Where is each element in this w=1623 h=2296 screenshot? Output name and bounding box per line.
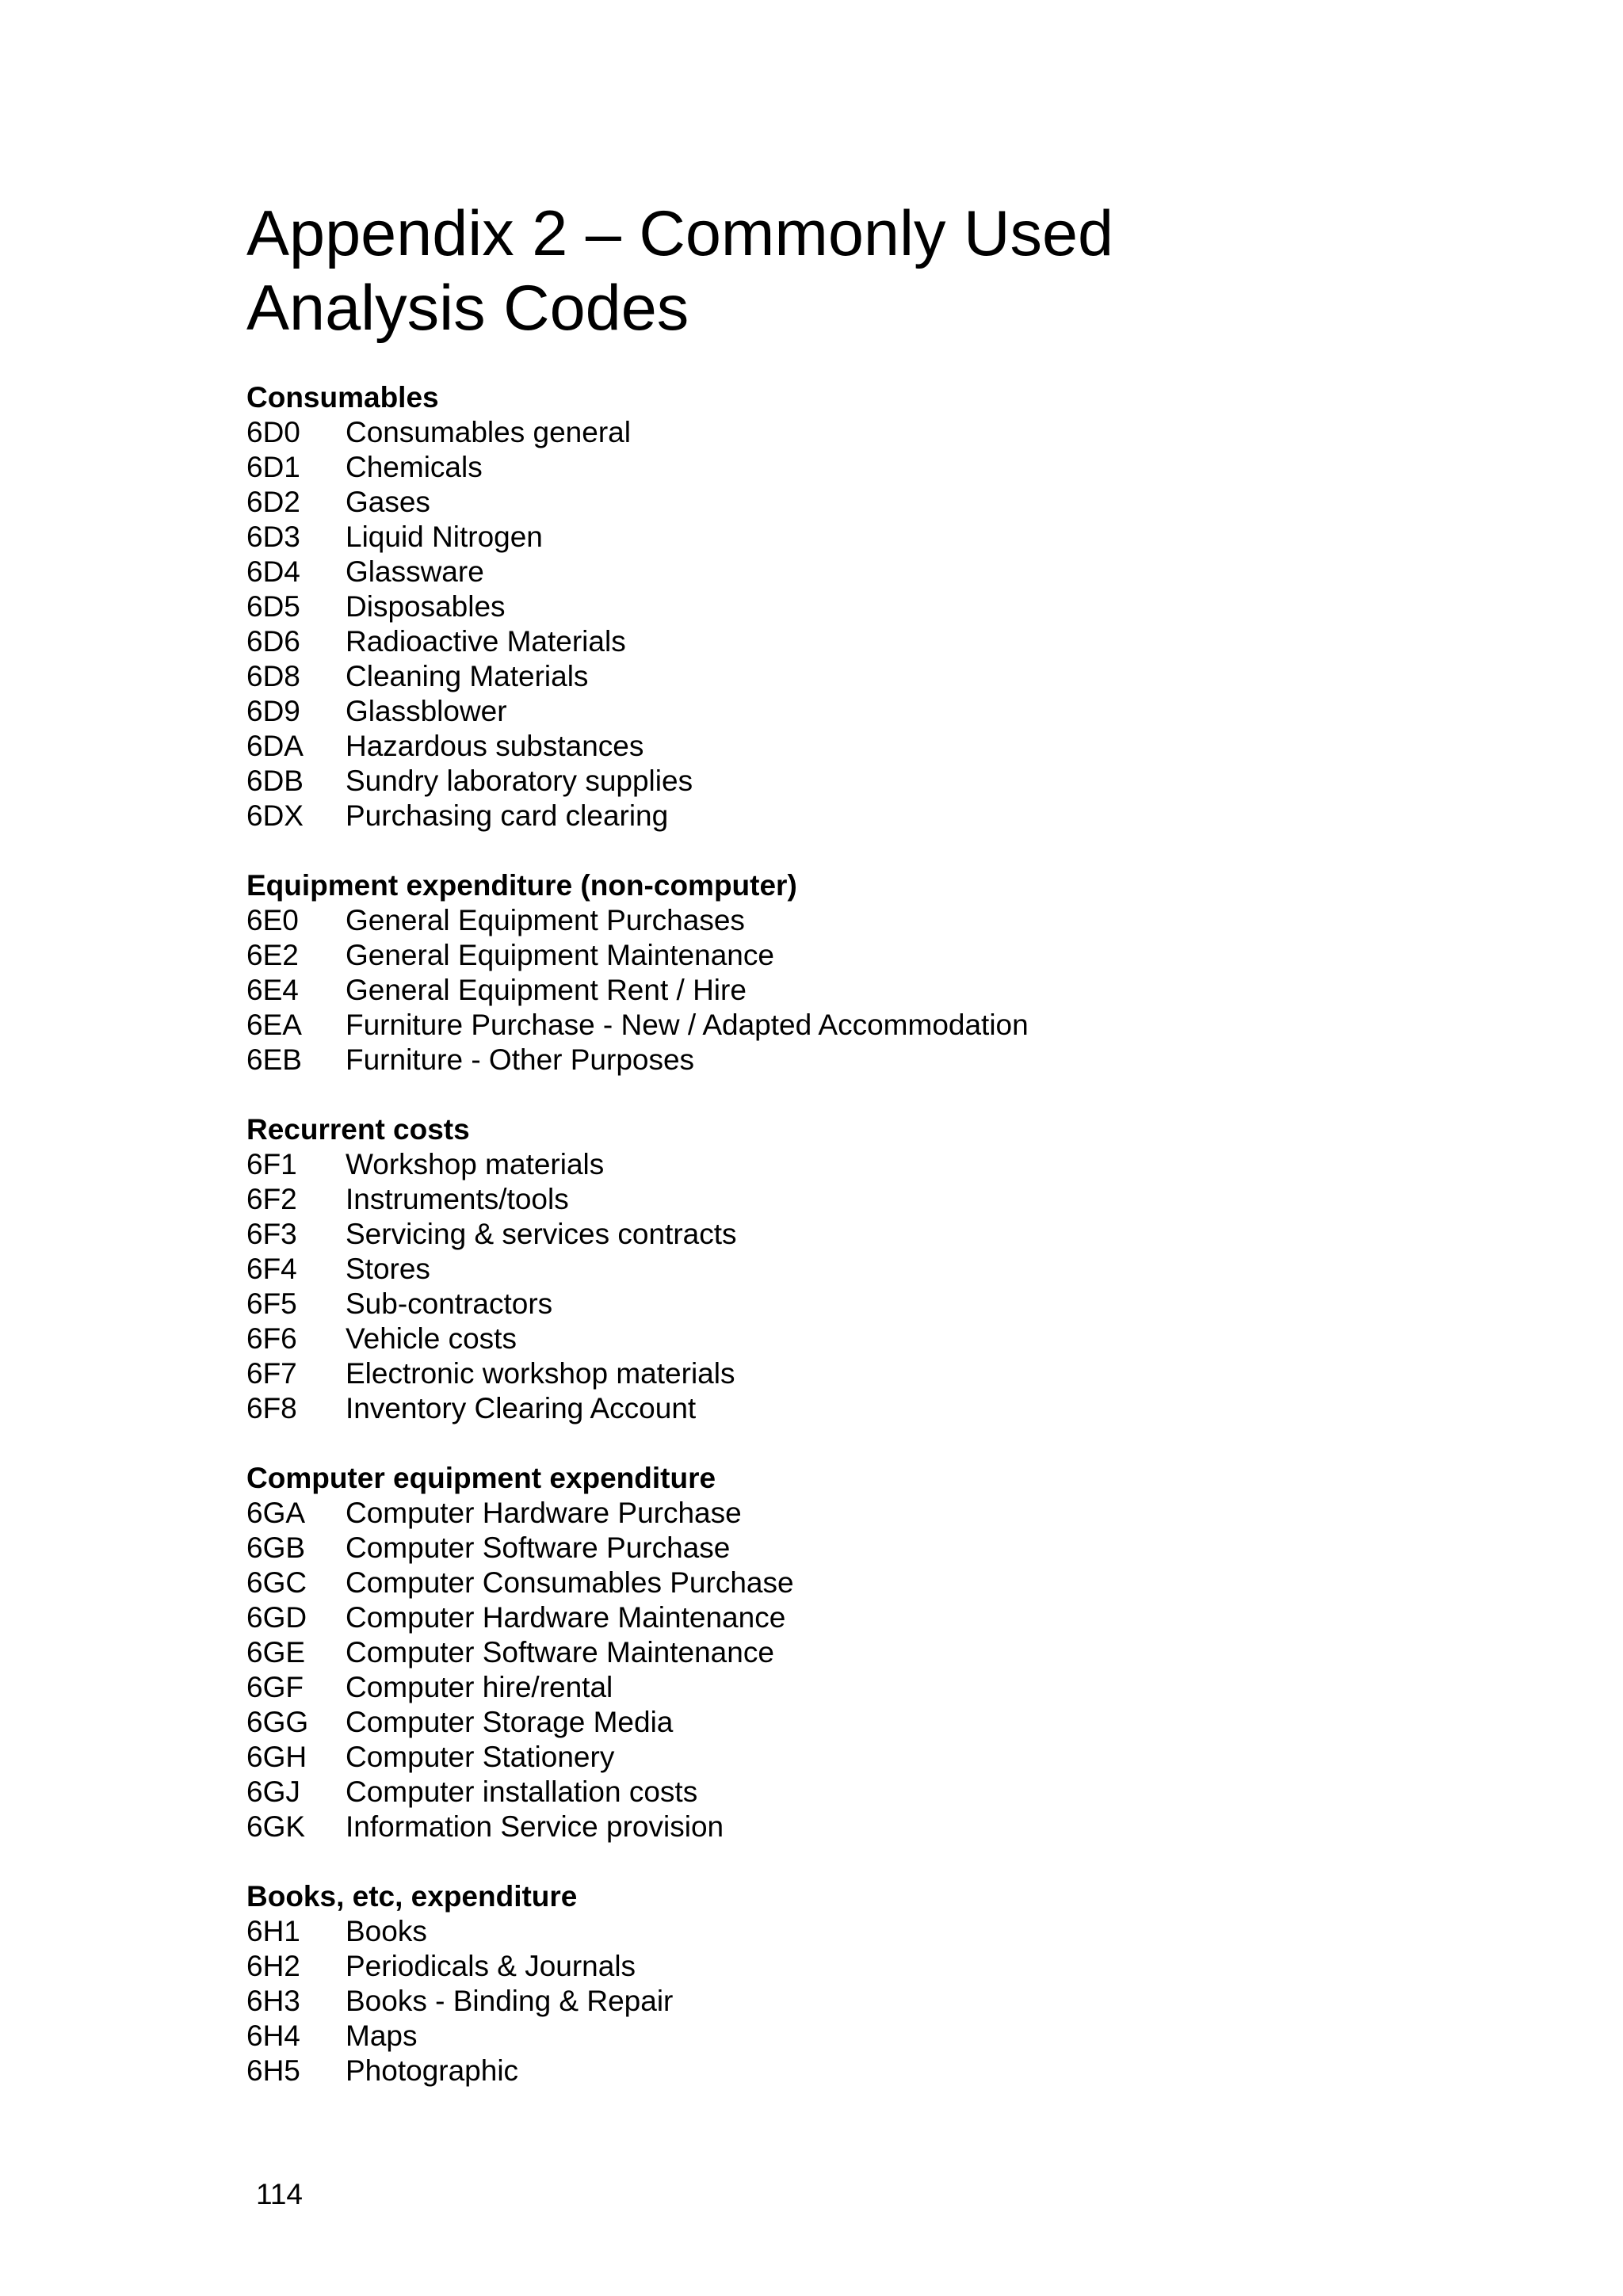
page-number: 114 [256,2178,303,2210]
code-description: Computer Software Purchase [346,1531,731,1564]
code-row [246,1670,1514,1705]
code-description: Glassblower [346,695,507,727]
code-description: Electronic workshop materials [346,1357,735,1390]
code-row [246,1566,1514,1600]
analysis-code: 6D5 [246,590,300,623]
analysis-code: 6GJ [246,1775,300,1808]
code-description: Servicing & services contracts [346,1218,737,1250]
analysis-code: 6H4 [246,2019,300,2052]
code-row [246,1949,1514,1984]
code-row [246,624,1514,659]
code-row [246,764,1514,799]
analysis-code: 6DX [246,799,304,832]
code-description: Books - Binding & Repair [346,1985,674,2017]
analysis-code: 6GH [246,1741,307,1773]
code-row [246,1810,1514,1844]
analysis-code: 6DA [246,730,304,762]
code-row [246,729,1514,764]
code-description: Instruments/tools [346,1183,569,1215]
code-row [246,1496,1514,1531]
code-row [246,1008,1514,1043]
analysis-code: 6F5 [246,1287,297,1320]
code-row [246,1531,1514,1566]
analysis-code: 6GD [246,1601,307,1634]
code-row [246,1984,1514,2019]
code-description: Computer Hardware Purchase [346,1497,742,1529]
code-description: Computer Software Maintenance [346,1636,774,1669]
code-description: General Equipment Maintenance [346,939,774,971]
page-title [246,196,1435,345]
analysis-code: 6D4 [246,555,300,588]
code-row [246,1600,1514,1635]
code-section [246,868,1514,1077]
code-description: Furniture Purchase - New / Adapted Accommodation [346,1009,1029,1041]
analysis-code: 6F1 [246,1148,297,1180]
section-heading: Recurrent costs [246,1113,470,1146]
analysis-code: 6EB [246,1043,302,1076]
page-title-line-2: Analysis Codes [246,273,689,344]
analysis-code: 6D2 [246,486,300,518]
code-row [246,2019,1514,2054]
code-row [246,1147,1514,1182]
code-description: Computer installation costs [346,1775,698,1808]
code-description: Periodicals & Journals [346,1950,636,1982]
code-description: Glassware [346,555,484,588]
code-row [246,1217,1514,1252]
code-description: Inventory Clearing Account [346,1392,697,1425]
analysis-code: 6GB [246,1531,306,1564]
code-row [246,1705,1514,1740]
code-description: Liquid Nitrogen [346,521,543,553]
analysis-code: 6F6 [246,1322,297,1355]
analysis-code: 6GG [246,1706,309,1738]
code-row [246,1182,1514,1217]
analysis-code: 6E0 [246,904,299,936]
code-description: Stores [346,1253,430,1285]
code-row [246,485,1514,520]
code-description: Vehicle costs [346,1322,517,1355]
code-row [246,450,1514,485]
code-row [246,1635,1514,1670]
code-row [246,520,1514,555]
section-heading: Consumables [246,381,439,414]
code-row [246,2054,1514,2088]
code-row [246,1775,1514,1810]
code-description: Chemicals [346,451,483,483]
code-row [246,1391,1514,1426]
analysis-code: 6F7 [246,1357,297,1390]
code-row [246,1043,1514,1077]
analysis-code: 6GF [246,1671,304,1703]
code-description: Workshop materials [346,1148,605,1180]
analysis-code: 6H3 [246,1985,300,2017]
code-row [246,1914,1514,1949]
analysis-code: 6F3 [246,1218,297,1250]
code-row [246,1252,1514,1287]
code-description: Computer Stationery [346,1741,615,1773]
code-row [246,589,1514,624]
code-row [246,1322,1514,1356]
analysis-code: 6D8 [246,660,300,692]
code-description: Maps [346,2019,418,2052]
analysis-code: 6GC [246,1566,307,1599]
code-description: Gases [346,486,430,518]
code-row [246,1356,1514,1391]
code-row [246,415,1514,450]
analysis-code: 6E4 [246,974,299,1006]
code-row [246,903,1514,938]
analysis-code: 6H5 [246,2054,300,2087]
analysis-code: 6GA [246,1497,306,1529]
analysis-code: 6D0 [246,416,300,448]
analysis-code: 6D6 [246,625,300,658]
code-section [246,1461,1514,1844]
analysis-code: 6H2 [246,1950,300,1982]
code-description: Books [346,1915,427,1947]
code-row [246,973,1514,1008]
code-row [246,938,1514,973]
code-description: Computer hire/rental [346,1671,613,1703]
analysis-code: 6F2 [246,1183,297,1215]
code-description: Computer Storage Media [346,1706,674,1738]
code-row [246,555,1514,589]
code-description: Sub-contractors [346,1287,553,1320]
code-description: General Equipment Purchases [346,904,745,936]
code-section [246,1112,1514,1426]
analysis-code-list [246,380,1514,2123]
analysis-code: 6DB [246,765,304,797]
section-heading: Books, etc, expenditure [246,1880,578,1913]
code-row [246,1287,1514,1322]
code-description: Consumables general [346,416,631,448]
analysis-code: 6F4 [246,1253,297,1285]
code-description: Cleaning Materials [346,660,589,692]
code-description: Computer Hardware Maintenance [346,1601,786,1634]
analysis-code: 6EA [246,1009,302,1041]
code-row [246,659,1514,694]
code-description: Information Service provision [346,1810,724,1843]
code-row [246,694,1514,729]
analysis-code: 6H1 [246,1915,300,1947]
code-description: Hazardous substances [346,730,644,762]
analysis-code: 6D3 [246,521,300,553]
section-heading: Equipment expenditure (non-computer) [246,869,797,902]
analysis-code: 6D9 [246,695,300,727]
code-description: Radioactive Materials [346,625,626,658]
analysis-code: 6GE [246,1636,306,1669]
code-description: Furniture - Other Purposes [346,1043,695,1076]
code-description: General Equipment Rent / Hire [346,974,747,1006]
analysis-code: 6E2 [246,939,299,971]
code-description: Disposables [346,590,506,623]
analysis-code: 6GK [246,1810,306,1843]
code-description: Purchasing card clearing [346,799,669,832]
code-description: Photographic [346,2054,519,2087]
analysis-code: 6F8 [246,1392,297,1425]
code-row [246,1740,1514,1775]
code-description: Sundry laboratory supplies [346,765,693,797]
analysis-code: 6D1 [246,451,300,483]
code-description: Computer Consumables Purchase [346,1566,794,1599]
code-row [246,799,1514,833]
code-section [246,1879,1514,2088]
section-heading: Computer equipment expenditure [246,1462,716,1494]
code-section [246,380,1514,833]
page-title-line-1: Appendix 2 – Commonly Used [246,198,1114,269]
